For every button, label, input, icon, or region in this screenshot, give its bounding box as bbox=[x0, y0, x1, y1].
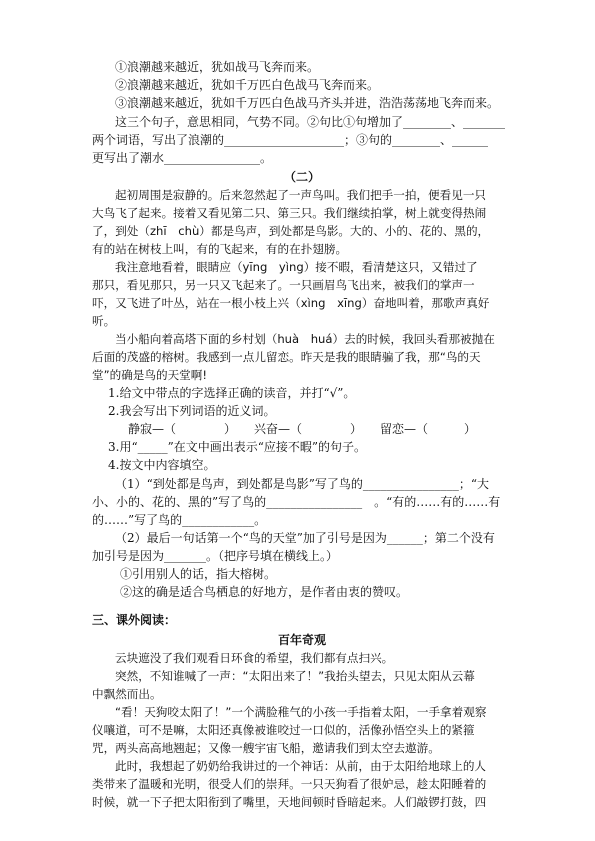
question-2: 2.我会写出下列词语的近义词。 bbox=[108, 404, 276, 418]
question-4-1: 小、小的、花的、黑的”写了鸟的________________ 。“有的……有的……有 bbox=[92, 495, 501, 509]
question-4-2: （2）最后一句话第一个“鸟的天堂”加了引号是因为______；第二个没有 bbox=[115, 531, 495, 545]
question-1: 1.给文中带点的字选择正确的读音，并打“√”。 bbox=[108, 386, 356, 400]
article-line: “看！天狗咬太阳了！”一个满脸稚气的小孩一手指着太阳，一手拿着观察 bbox=[115, 705, 487, 719]
article-line: 中飘然而出。 bbox=[92, 687, 162, 701]
article-title: 百年奇观 bbox=[277, 633, 326, 647]
passage-line: 大鸟飞了起来。接着又看见第二只、第三只。我们继续拍掌，树上就变得热闹 bbox=[92, 206, 487, 220]
passage-line: 那只，看见那只，另一只又飞起来了。一只画眉鸟飞出来，被我们的掌声一 bbox=[92, 278, 475, 292]
passage-line: 吓，又飞进了叶丛，站在一根小枝上兴（xìng xīng）奋地叫着，那歌声真好 bbox=[92, 296, 490, 310]
passage-line: 当小船向着高塔下面的乡村划（huà huá）去的时候，我回头看那被抛在 bbox=[115, 332, 495, 346]
question-4-1: 的……”写了鸟的____________。 bbox=[92, 513, 267, 527]
passage-line: 堂”的确是鸟的天堂啊! bbox=[92, 368, 207, 382]
sentence-1: ①浪潮越来越近，犹如战马飞奔而来。 bbox=[115, 60, 320, 74]
question-4-2: 加引号是因为_______。（把序号填在横线上。） bbox=[92, 549, 339, 563]
passage-line: 起初周围是寂静的。后来忽然起了一声鸟叫。我们把手一拍，便看见一只 bbox=[115, 188, 487, 202]
passage-line: 有的站在树枝上叫，有的飞起来，有的在扑翅膀。 bbox=[92, 242, 348, 256]
question-4-1: （1）“到处都是鸟声，到处都是鸟影”写了鸟的________________；“大 bbox=[115, 477, 490, 491]
sentence-2: ②浪潮越来越近，犹如千万匹白色战马飞奔而来。 bbox=[115, 78, 380, 92]
option-2: ②这的确是适合鸟栖息的好地方，是作者由衷的赞叹。 bbox=[120, 585, 409, 599]
question-text: 更写出了潮水________________。 bbox=[92, 151, 273, 165]
article-line: 此时，我想起了奶奶给我讲过的一个神话：从前，由于太阳给地球上的人 bbox=[115, 759, 487, 773]
option-1: ①引用别人的话，指大榕树。 bbox=[120, 567, 277, 581]
article-line: 时候，就一下子把太阳衔到了嘴里，天地间顿时昏暗起来。人们敲锣打鼓，四 bbox=[92, 795, 487, 809]
question-text: 这三个句子，意思相同，气势不同。②句比①句增加了________、_______ bbox=[115, 115, 506, 129]
article-line: 仪嚷道，可不是嘛，太阳还真像被谁咬过一口似的，活像孙悟空头上的紧箍 bbox=[92, 723, 475, 737]
article-line: 突然，不知谁喊了一声：“太阳出来了！”我抬头望去，只见太阳从云幕 bbox=[115, 669, 475, 683]
passage-line: 后面的茂盛的榕树。我感到一点儿留恋。昨天是我的眼睛骗了我，那“鸟的天 bbox=[92, 350, 481, 364]
question-4: 4.按文中内容填空。 bbox=[108, 458, 216, 472]
passage-line: 了，到处（zhī chù）都是鸟声，到处都是鸟影。大的、小的、花的、黑的， bbox=[92, 224, 490, 238]
article-line: 云块遮没了我们观看日环食的希望，我们都有点扫兴。 bbox=[115, 651, 394, 665]
article-line: 类带来了温暖和光明，很受人们的崇拜。一只天狗看了很妒忌，趁太阳睡着的 bbox=[92, 777, 487, 791]
section-heading: 三、课外阅读： bbox=[92, 613, 177, 627]
question-text: 两个词语，写出了浪潮的____________________；③句的________、______ bbox=[92, 133, 489, 147]
section-heading: （二） bbox=[283, 170, 320, 184]
question-3: 3.用“_____”在文中画出表示“应接不暇”的句子。 bbox=[108, 440, 366, 454]
passage-line: 听。 bbox=[92, 314, 116, 328]
passage-line: 我注意地看着，眼睛应（yīng yìng）接不暇，看清楚这只，又错过了 bbox=[115, 260, 478, 274]
article-line: 咒，两头高高地翘起；又像一艘宇宙飞船，邀请我们到太空去遨游。 bbox=[92, 741, 440, 755]
sentence-3: ③浪潮越来越近，犹如千万匹白色战马齐头并进，浩浩荡荡地飞奔而来。 bbox=[115, 96, 500, 110]
synonym-blanks: 静寂—（ ） 兴奋—（ ） 留恋—（ ） bbox=[128, 422, 477, 436]
